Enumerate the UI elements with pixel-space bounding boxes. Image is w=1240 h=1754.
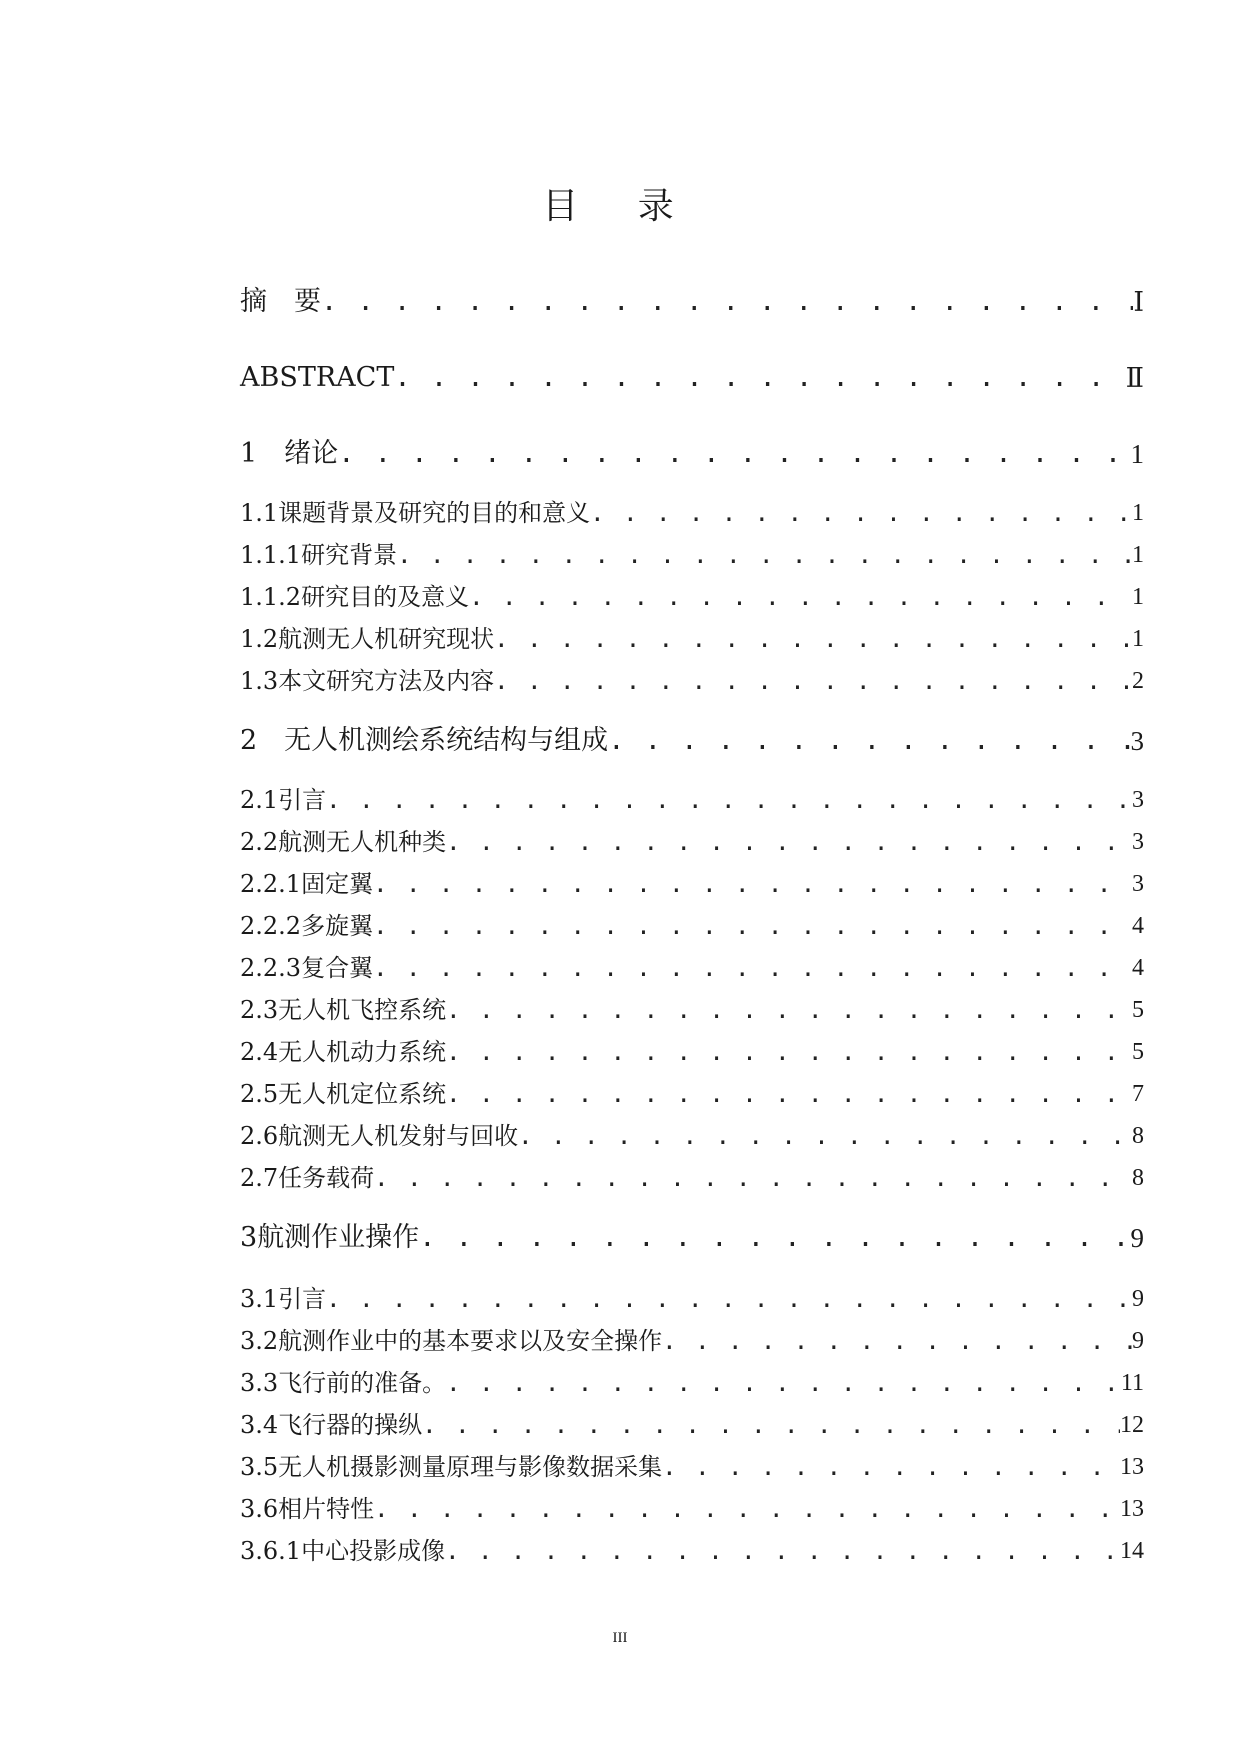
toc-entry-label: 2.2.3复合翼 bbox=[240, 954, 374, 982]
toc-entry-label: 1 绪论 bbox=[240, 438, 339, 469]
dot-leader bbox=[373, 864, 1132, 904]
toc-entry-label: 摘 要 bbox=[240, 286, 321, 317]
toc-entry-chapter-2[interactable] bbox=[240, 721, 1144, 761]
toc-entry-page: 9 bbox=[1130, 1223, 1144, 1253]
dot-leader bbox=[374, 1158, 1132, 1198]
toc-entry-label: 2.2航测无人机种类 bbox=[240, 828, 447, 856]
toc-entry[interactable] bbox=[240, 780, 1144, 820]
toc-entry-page: 13 bbox=[1120, 1454, 1144, 1480]
toc-entry-label: 2.5无人机定位系统 bbox=[240, 1080, 447, 1108]
toc-entry-page: 1 bbox=[1132, 584, 1144, 610]
toc-entry-page: Ⅱ bbox=[1125, 363, 1144, 393]
toc-entry-page: 4 bbox=[1132, 955, 1144, 981]
toc-entry[interactable] bbox=[240, 948, 1144, 988]
toc-entry[interactable] bbox=[240, 1158, 1144, 1198]
toc-entry-page: 7 bbox=[1132, 1081, 1144, 1107]
toc-entry[interactable] bbox=[240, 864, 1144, 904]
toc-entry[interactable] bbox=[240, 1321, 1144, 1361]
toc-entry-page: 1 bbox=[1132, 626, 1144, 652]
dot-leader bbox=[445, 1531, 1120, 1571]
toc-entry-page: 5 bbox=[1132, 997, 1144, 1023]
toc-entry-label: 3.4飞行器的操纵 bbox=[240, 1411, 423, 1439]
toc-entry-label: ABSTRACT bbox=[240, 362, 395, 393]
dot-leader bbox=[494, 619, 1132, 659]
toc-entry[interactable] bbox=[240, 535, 1144, 575]
toc-entry-chapter-1[interactable] bbox=[240, 434, 1144, 474]
toc-entry-label: 2.2.1固定翼 bbox=[240, 870, 374, 898]
toc-entry-page: 4 bbox=[1132, 913, 1144, 939]
dot-leader bbox=[662, 1447, 1120, 1487]
toc-entry-page: 2 bbox=[1132, 668, 1144, 694]
toc-entry-label: 1.1课题背景及研究的目的和意义 bbox=[240, 499, 591, 527]
toc-entry[interactable] bbox=[240, 990, 1144, 1030]
toc-entry[interactable] bbox=[240, 1074, 1144, 1114]
dot-leader bbox=[422, 1405, 1120, 1445]
toc-entry-page: 5 bbox=[1132, 1039, 1144, 1065]
toc-entry-page: 8 bbox=[1132, 1123, 1144, 1149]
toc-entry[interactable] bbox=[240, 1531, 1144, 1571]
toc-entry-label: 2.1引言 bbox=[240, 786, 327, 814]
toc-entry-label: 3.6相片特性 bbox=[240, 1495, 375, 1523]
dot-leader bbox=[518, 1116, 1132, 1156]
toc-entry-label: 2.3无人机飞控系统 bbox=[240, 996, 447, 1024]
dot-leader bbox=[373, 948, 1132, 988]
toc-entry-page: 3 bbox=[1132, 871, 1144, 897]
dot-leader bbox=[326, 1279, 1132, 1319]
toc-entry[interactable] bbox=[240, 1405, 1144, 1445]
toc-entry-label: 1.1.1研究背景 bbox=[240, 541, 398, 569]
toc-entry-label: 3.3飞行前的准备。 bbox=[240, 1369, 447, 1397]
dot-leader bbox=[494, 661, 1132, 701]
toc-entry[interactable] bbox=[240, 822, 1144, 862]
dot-leader bbox=[590, 493, 1132, 533]
toc-entry-page: 3 bbox=[1130, 726, 1144, 756]
toc-entry-label: 3.1引言 bbox=[240, 1285, 327, 1313]
dot-leader bbox=[446, 1074, 1132, 1114]
toc-entry-label: 2.7任务载荷 bbox=[240, 1164, 375, 1192]
toc-entry-page: 9 bbox=[1132, 1286, 1144, 1312]
toc-entry-label: 3.2航测作业中的基本要求以及安全操作 bbox=[240, 1327, 663, 1355]
toc-entry-page: 3 bbox=[1132, 829, 1144, 855]
toc-entry-page: 1 bbox=[1130, 439, 1144, 469]
dot-leader bbox=[419, 1218, 1130, 1258]
toc-entry[interactable] bbox=[240, 1363, 1144, 1403]
dot-leader bbox=[394, 358, 1125, 398]
dot-leader bbox=[321, 282, 1133, 322]
dot-leader bbox=[469, 577, 1132, 617]
toc-entry-page: 1 bbox=[1132, 542, 1144, 568]
toc-entry-label: 2.6航测无人机发射与回收 bbox=[240, 1122, 519, 1150]
dot-leader bbox=[326, 780, 1132, 820]
toc-entry[interactable] bbox=[240, 661, 1144, 701]
toc-entry-label: 1.1.2研究目的及意义 bbox=[240, 583, 470, 611]
toc-entry[interactable] bbox=[240, 493, 1144, 533]
dot-leader bbox=[446, 1032, 1132, 1072]
dot-leader bbox=[608, 721, 1130, 761]
dot-leader bbox=[446, 822, 1132, 862]
toc-entry-label: 3航测作业操作 bbox=[240, 1222, 420, 1253]
toc-entry-chapter-3[interactable] bbox=[240, 1218, 1144, 1258]
toc-entry[interactable] bbox=[240, 1279, 1144, 1319]
toc-entry-label: 2.4无人机动力系统 bbox=[240, 1038, 447, 1066]
toc-entry-label: 3.6.1中心投影成像 bbox=[240, 1537, 446, 1565]
toc-entry-page: 14 bbox=[1120, 1538, 1144, 1564]
toc-entry-label: 1.3本文研究方法及内容 bbox=[240, 667, 495, 695]
page-title: 目 录 bbox=[542, 186, 698, 227]
toc-entry-label: 1.2航测无人机研究现状 bbox=[240, 625, 495, 653]
toc-entry-label: 2 无人机测绘系统结构与组成 bbox=[240, 725, 609, 756]
dot-leader bbox=[373, 906, 1132, 946]
dot-leader bbox=[397, 535, 1132, 575]
toc-entry[interactable] bbox=[240, 1032, 1144, 1072]
toc-entry[interactable] bbox=[240, 577, 1144, 617]
dot-leader bbox=[662, 1321, 1132, 1361]
toc-entry-page: 11 bbox=[1120, 1370, 1144, 1396]
toc-entry[interactable] bbox=[240, 906, 1144, 946]
dot-leader bbox=[338, 434, 1130, 474]
toc-entry[interactable] bbox=[240, 1447, 1144, 1487]
page-number: III bbox=[612, 1630, 628, 1646]
toc-entry[interactable] bbox=[240, 1489, 1144, 1529]
toc-entry-page: Ⅰ bbox=[1133, 287, 1144, 317]
toc-entry-abstract-cn[interactable] bbox=[240, 282, 1144, 322]
toc-entry[interactable] bbox=[240, 1116, 1144, 1156]
toc-entry-page: 1 bbox=[1132, 500, 1144, 526]
dot-leader bbox=[446, 990, 1132, 1030]
toc-entry-page: 9 bbox=[1132, 1328, 1144, 1354]
dot-leader bbox=[374, 1489, 1120, 1529]
dot-leader bbox=[446, 1363, 1121, 1403]
toc-entry-page: 8 bbox=[1132, 1165, 1144, 1191]
toc-entry-label: 3.5无人机摄影测量原理与影像数据采集 bbox=[240, 1453, 663, 1481]
toc-entry[interactable] bbox=[240, 619, 1144, 659]
toc-entry-label: 2.2.2多旋翼 bbox=[240, 912, 374, 940]
toc-entry-page: 12 bbox=[1120, 1412, 1144, 1438]
toc-entry-abstract-en[interactable] bbox=[240, 358, 1144, 398]
toc-entry-page: 3 bbox=[1132, 787, 1144, 813]
toc-entry-page: 13 bbox=[1120, 1496, 1144, 1522]
